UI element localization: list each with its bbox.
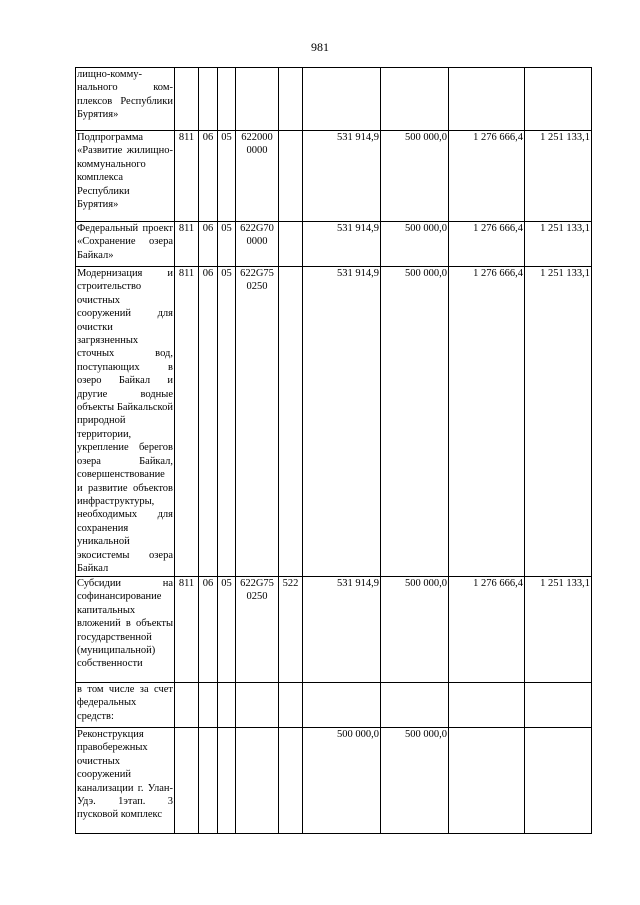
cell-sum-2: 500 000,0: [381, 131, 449, 222]
cell-sum-3: [449, 683, 525, 728]
cell-sum-2: [381, 68, 449, 131]
cell-sum-1: 531 914,9: [303, 131, 381, 222]
cell-gr: 811: [175, 267, 199, 577]
cell-csr: [236, 728, 279, 834]
cell-vr: [279, 68, 303, 131]
row-name: лищно-комму-нального ком-плексов Республики Бурятия»: [76, 68, 175, 131]
table-row: [76, 683, 592, 728]
cell-gr: [175, 683, 199, 728]
cell-sum-4: [525, 728, 592, 834]
cell-sum-1: 500 000,0: [303, 728, 381, 834]
cell-sum-3: [449, 728, 525, 834]
page-number: 981: [311, 40, 329, 54]
cell-sum-3: [449, 68, 525, 131]
cell-csr: [236, 683, 279, 728]
cell-pr: 05: [218, 267, 236, 577]
cell-csr: 622G70 0000: [236, 222, 279, 267]
cell-sum-3: 1 276 666,4: [449, 131, 525, 222]
table-row: [76, 728, 592, 834]
cell-sum-2: 500 000,0: [381, 222, 449, 267]
cell-sum-1: [303, 683, 381, 728]
row-name: в том числе за счет федеральных средств:: [76, 683, 175, 728]
cell-sum-4: 1 251 133,1: [525, 267, 592, 577]
table-row: [76, 267, 592, 577]
cell-csr: 622G75 0250: [236, 577, 279, 683]
cell-pr: 05: [218, 577, 236, 683]
cell-pr: 05: [218, 131, 236, 222]
cell-rz: 06: [199, 577, 218, 683]
cell-sum-1: 531 914,9: [303, 222, 381, 267]
table-row: [76, 222, 592, 267]
cell-sum-2: [381, 683, 449, 728]
row-name: Субсидии на софинансирование капитальных вложений в объекты государственной (муниципальной) собственности: [76, 577, 175, 683]
cell-sum-3: 1 276 666,4: [449, 577, 525, 683]
row-name: Модернизация и строительство очистных сооружений для очистки загрязненных сточных вод, поступающих в озеро Байкал и другие водные объекты Байкальской природной территории, укрепление берегов озера Байкал, совершенствование и развитие объектов инфраструктуры, необходимых для сохранения уникальной экосистемы озера Байкал: [76, 267, 175, 577]
cell-sum-4: [525, 683, 592, 728]
cell-vr: [279, 131, 303, 222]
cell-sum-2: 500 000,0: [381, 577, 449, 683]
row-name: Подпрограмма «Развитие жилищно-коммунального комплекса Республики Бурятия»: [76, 131, 175, 222]
cell-sum-3: 1 276 666,4: [449, 222, 525, 267]
row-name: Реконструкция правобережных очистных сооружений канализации г. Улан-Удэ. 1этап. 3 пусковой комплекс: [76, 728, 175, 834]
cell-pr: [218, 683, 236, 728]
cell-sum-4: [525, 68, 592, 131]
cell-pr: 05: [218, 222, 236, 267]
cell-sum-4: 1 251 133,1: [525, 131, 592, 222]
cell-csr: 622G75 0250: [236, 267, 279, 577]
cell-vr: [279, 222, 303, 267]
table-row: [76, 577, 592, 683]
cell-rz: [199, 683, 218, 728]
table-row: [76, 131, 592, 222]
table-row: [76, 68, 592, 131]
cell-sum-1: [303, 68, 381, 131]
cell-pr: [218, 68, 236, 131]
cell-sum-1: 531 914,9: [303, 577, 381, 683]
cell-gr: 811: [175, 131, 199, 222]
cell-sum-2: 500 000,0: [381, 728, 449, 834]
cell-vr: [279, 683, 303, 728]
cell-csr: 622000 0000: [236, 131, 279, 222]
cell-vr: [279, 728, 303, 834]
cell-vr: 522: [279, 577, 303, 683]
cell-sum-4: 1 251 133,1: [525, 222, 592, 267]
cell-rz: 06: [199, 267, 218, 577]
cell-sum-1: 531 914,9: [303, 267, 381, 577]
cell-rz: 06: [199, 222, 218, 267]
cell-pr: [218, 728, 236, 834]
budget-table: [75, 67, 592, 834]
cell-rz: [199, 68, 218, 131]
row-name: Федеральный проект «Сохранение озера Байкал»: [76, 222, 175, 267]
cell-csr: [236, 68, 279, 131]
cell-gr: 811: [175, 577, 199, 683]
cell-rz: 06: [199, 131, 218, 222]
cell-sum-2: 500 000,0: [381, 267, 449, 577]
cell-gr: [175, 728, 199, 834]
cell-gr: 811: [175, 222, 199, 267]
cell-sum-3: 1 276 666,4: [449, 267, 525, 577]
cell-rz: [199, 728, 218, 834]
cell-gr: [175, 68, 199, 131]
cell-vr: [279, 267, 303, 577]
cell-sum-4: 1 251 133,1: [525, 577, 592, 683]
